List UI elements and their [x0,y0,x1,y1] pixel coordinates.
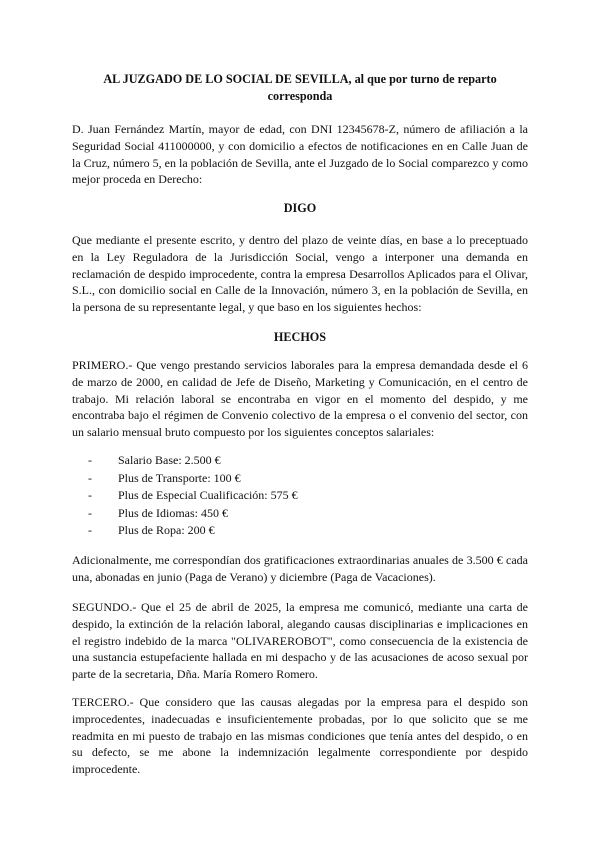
intro-paragraph: D. Juan Fernández Martín, mayor de edad, con DNI 12345678-Z, número de afiliación a la Seguridad Social 411000000, y con domicilio a efectos de notificaciones en en Calle Juan de la Cruz, número 5, en la población de Sevilla, ante el Juzgado de lo Social comparezco y como mejor proceda en Derecho: [72,122,528,187]
adicionalmente-paragraph: Adicionalmente, me correspondían dos gratificaciones extraordinarias anuales de 3.500 € cada una, abonadas en junio (Paga de Verano) y diciembre (Paga de Vacaciones). [72,553,528,584]
list-item [88,522,508,540]
salary-item: Plus de Especial Cualificación: 575 € [118,488,298,502]
list-dash: - [88,488,92,502]
salary-list [88,452,508,540]
salary-item: Salario Base: 2.500 € [118,453,221,467]
salary-item: Plus de Transporte: 100 € [118,470,241,485]
list-dash: - [88,470,92,485]
salary-item: Plus de Ropa: 200 € [118,523,215,537]
list-item [88,452,508,470]
digo-paragraph: Que mediante el presente escrito, y dentro del plazo de veinte días, en base a lo preceptuado en la Ley Reguladora de la Jurisdicción Social, vengo a interponer una demanda en reclamación de despido improcedente, contra la empresa Desarrollos Aplicados para el Olivar, S.L., con domicilio social en Calle de la Innovación, número 3, en la población de Sevilla, en la persona de su representante legal, y que baso en los siguientes hechos: [72,233,528,315]
salary-item: Plus de Idiomas: 450 € [118,505,228,520]
primero-paragraph: PRIMERO.- Que vengo prestando servicios laborales para la empresa demandada desde el 6 de marzo de 2000, en calidad de Jefe de Diseño, Marketing y Comunicación, en el centro de trabajo. Mi relación laboral se encontraba en vigor en el momento del despido, y me encontraba bajo el régimen de Convenio colectivo de la empresa o el convenio del sector, con un salario mensual bruto compuesto por los siguientes conceptos salariales: [72,358,528,440]
list-dash: - [88,523,92,537]
heading-digo: DIGO [283,201,317,215]
list-dash: - [88,453,92,467]
document-title: AL JUZGADO DE LO SOCIAL DE SEVILLA, al que por turno de reparto corresponda [103,72,497,103]
tercero-paragraph: TERCERO.- Que considero que las causas alegadas por la empresa para el despido son improcedentes, inadecuadas e insuficientemente probadas, por lo que solicito que se me readmita en mi puesto de trabajo en las mismas condiciones que tenía antes del despido, o en su defecto, se me abone la indemnización legalmente correspondiente por despido improcedente. [72,695,528,777]
list-item [88,505,508,523]
segundo-paragraph: SEGUNDO.- Que el 25 de abril de 2025, la empresa me comunicó, mediante una carta de despido, la extinción de la relación laboral, alegando causas disciplinarias e implicaciones en el registro indebido de la marca "OLIVAREROBOT", como consecuencia de la existencia de una sustancia estupefaciente hallada en mi despacho y de las acusaciones de acoso sexual por parte de la secretaria, Dña. María Romero Romero. [72,600,528,682]
list-dash: - [88,505,92,520]
list-item [88,487,508,505]
list-item [88,470,508,488]
heading-hechos: HECHOS [273,330,327,344]
